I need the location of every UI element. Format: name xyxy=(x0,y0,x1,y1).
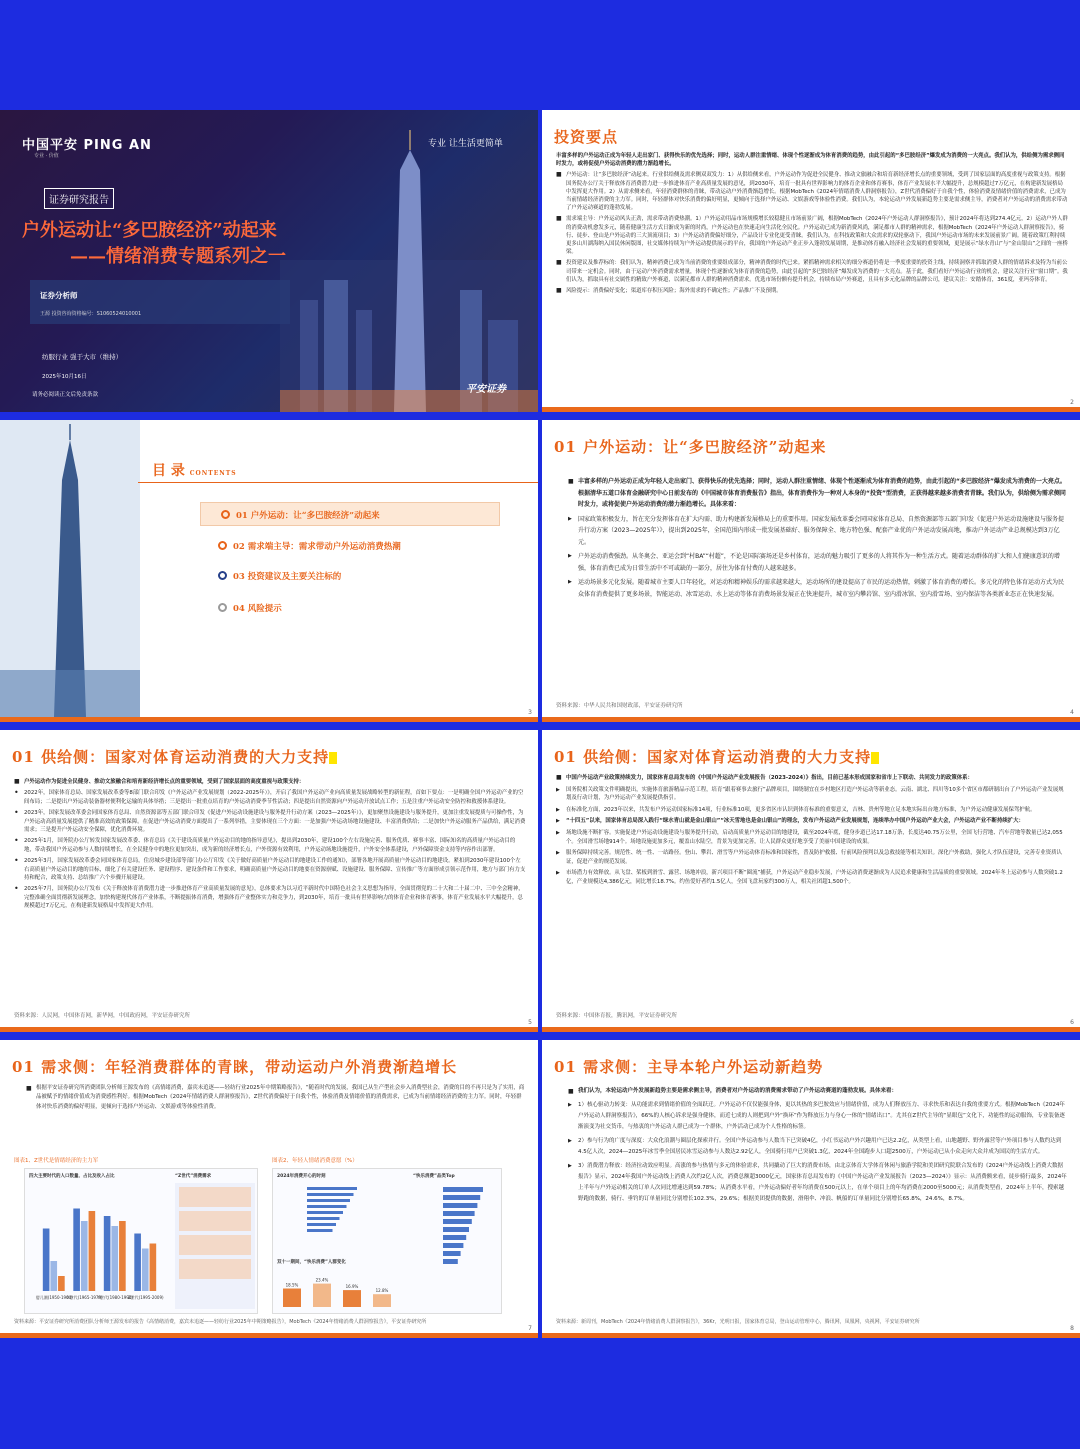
bar xyxy=(307,1217,340,1220)
bullet-item: ▶ 场地设施不断扩容。实施促进户外运动设施建设与服务提升行动，启动高质量户外运动目的地建设，截至2024年底，健身步道已达17.18万条，长度达40.75万公里，全国飞行营地、汽车营地等数量已达2,055个。全国滑雪场地914个。场地设施更加多元，覆盖山水陆空，背景为更加完善，让人民群众更好地享受了美丽中国建设的成果。 xyxy=(556,829,1068,846)
bullet-item: ▶ 在标准化方面，2023年以来，共发布户外运动国家标准14项，行业标准10项，更多省区市认识到体育标准的重要意义，吉林、贵州等地立足本地实际出台地方标准，为户外运动健康发展保驾护航。 xyxy=(556,806,1068,815)
toc-item-2[interactable]: 02 需求端主导：需求带动户外运动消费热潮 xyxy=(218,540,401,552)
bullet-item: • 2022年，国家体育总局、国家发展改革委等8部门联合印发《户外运动产业发展规划（2022-2025年）》，开启了我国户外运动产业向高质量发展战略转型的新征程，首如下要点：一是明确全国户外运动产业的空间布局；二是提出户外运动装备器材便利化运输的具体举措；三是提出一批重点培育的户外运动消费季节性活动；四是提出自然资源向户外运动开放试点工作；五是注重户外运动安全防控和救援体系建设。 xyxy=(14,789,526,806)
need-card xyxy=(179,1259,251,1279)
bullet-item: ▶ “十四五”以来，国家体育总局深入践行“绿水青山就是金山银山”“冰天雪地也是金山银山”的理念，发布户外运动产业发展规划，连续举办中国户外运动产业大会，户外运动产业不断持续扩大： xyxy=(556,817,1068,826)
data-label: 23.4% xyxy=(315,1277,329,1283)
bullet-item: ▶ 国务院相关政策文件明确提出，实施体育旅游精品示范工程，培育“跟着赛事去旅行”品牌项目，围绕制宜在乡村地区打造户外运动等新业态。云南、湖北、四川等10多个省区市都研制出台了户外运动产业发展规划及行动计划，为户外运动产业发展提供指引。 xyxy=(556,786,1068,803)
bar xyxy=(443,1211,475,1216)
bar xyxy=(443,1259,458,1264)
analyst-info: 王源 投资咨询资格编号：S1060524010001 xyxy=(40,311,142,317)
cover-subtitle: ——情绪消费专题系列之一 xyxy=(70,246,286,267)
bullet-item: ■ 风险提示：消费偏好变化；渠道库存积压风险；海外需求的不确定性；产品推广不及预期。 xyxy=(556,287,1068,295)
bullet-item: ▶ 1）核心驱动力转变：从功能需求到情绪价值的全面跃迁。户外运动不仅仅能强身体，更以其热的多巴胺效应与情绪价值，成为人们释放压力、寻求快乐和表达自我的重要方式。根据MobTech《2024年户外运动人群洞察报告》，66%的人核心诉求是强身健体，而近七成的人则把到户外“换环”作为释放压力与身心一体的“情绪出口”。尤其在Z世代主导的“显眼包”文化下，功能性的运动服饰，专业装备逐渐演变为社交货币，与热衷的户外运动人群已成为一个群体，户外活动已成为个人性格的标签。 xyxy=(568,1100,1068,1133)
bullet-item: • 2025年7月，国务院办公厅发布《关于释放体育消费潜力进一步推进体育产业高质量发展的意见》，总体要求为以习近平新时代中国特色社会主义思想为指导，全面贯彻党的二十大和二十届二中、三中全会精神，完整准确全面贯彻新发展理念，加快构建现代体育产业体系，不断提振体育消费，增强体育产业整体实力和竞争力，到2030年，培育一批具有世界影响力的体育企业和体育赛事，体育产业发展水平大幅提升，总规模超过7万亿元，在构建新发展格局中发挥更大作用。 xyxy=(14,885,526,910)
category-top-bars xyxy=(413,1183,499,1283)
tower-image xyxy=(0,420,140,717)
bullet-item: ■ 投资建议及推荐标的：我们认为，精神消费已成为当前消费的重要组成部分，精神消费的时代已来。紧抓精神需求相关的细分赛道仍将是一季度重要的投资主线，持续洞察并抓取消费人群的情绪诉求及特为当前公司带来一定机会。同时，由于运动户外消费需求增量，体现个性逐渐成为体育消费的趋势，由此引起的“多巴胺经济”爆发成为消费的一大亮点。基于此，我们看好户外运动行业的机会，建议关注行业“窗口期”。我们认为，抓取具有社交属性的精致户外赛道，以满足都市人群的精神消费需求。优选市场份额有提升机会，持续布局户外赛道，且具有多元化品牌的品牌公司，建议关注：安踏体育，361度，亚玛芬体育。 xyxy=(556,259,1068,284)
data-label: 16.9% xyxy=(345,1284,359,1290)
slide-supply-side-2 xyxy=(542,730,1080,1032)
slide-supply-side-1 xyxy=(0,730,538,1032)
pingan-logo: 中国平安 PING AN xyxy=(22,138,152,153)
page-number: 4 xyxy=(1070,709,1074,716)
bar xyxy=(119,1221,126,1291)
bar xyxy=(307,1211,343,1214)
bar xyxy=(443,1243,463,1248)
toc-item-3[interactable]: 03 投资建议及主要关注标的 xyxy=(218,570,341,582)
slide-body xyxy=(26,1084,526,1115)
slide-title: 01 户外运动：让“多巴胺经济”动起来 xyxy=(554,438,827,456)
disclaimer: 请务必阅读正文后免责条款 xyxy=(32,392,99,398)
bar xyxy=(307,1205,347,1208)
bar xyxy=(73,1209,80,1292)
highlight-mark xyxy=(329,752,337,764)
bullet-icon xyxy=(218,603,227,612)
toc-item-4[interactable]: 04 风险提示 xyxy=(218,602,282,614)
chart-subtitle: “Z世代”消费需求 xyxy=(175,1174,212,1179)
bar xyxy=(373,1294,391,1307)
gen-z-needs-panel xyxy=(175,1183,255,1309)
divider xyxy=(138,482,538,483)
slide-body xyxy=(556,774,1068,890)
page-number: 6 xyxy=(1070,1019,1074,1026)
toc-item-1[interactable]: 01 户外运动：让“多巴胺经济”动起来 xyxy=(200,502,500,526)
bullet-item: ▶ 市场潜力有效释放。从飞盘、桨板到滑雪、露营、场地冲浪，新兴项目不断“圈流”捕获，户外运动产业稳步发展，户外运动消费逐渐成为人民追求健康和生活品质的重要领域。2024年冬上运动参与人数突破1.2亿，产业规模达4,386亿元，同比增长18.7%。约鱼爱好者约1.5亿人，全国飞盘玩家约300万人，相关社团超1,500个。 xyxy=(556,869,1068,886)
figure-2-chart xyxy=(272,1168,502,1314)
bar xyxy=(50,1261,57,1291)
bar xyxy=(307,1187,357,1190)
bar xyxy=(313,1284,331,1307)
bar xyxy=(443,1203,477,1208)
intro-paragraph: ■ 户外运动作为促进全民健身、推动文旅融合和培育新经济增长点的重要领域，受到了国家层面的高度重视与政策支持： xyxy=(14,778,526,786)
chart-caption: 双十一期间，“快乐消费”人群变化 xyxy=(277,1260,346,1265)
figure-2-label: 图表2、年轻人情绪消费意愿（%） xyxy=(272,1158,358,1164)
analyst-label: 证券分析师 xyxy=(40,291,78,300)
slide-outdoor-sports xyxy=(542,420,1080,722)
cover-title: 户外运动让“多巴胺经济”动起来 xyxy=(22,220,277,241)
source-note: 资料来源：平安证券研究所消费团队分析师王源发布的报告《高情绪消费，嘉宾未追逐——轻纺行业2025年中期策略报告》，MobTech《2024年情绪消费人群洞察报告》，平安证券研究所 xyxy=(14,1319,427,1325)
bullet-item: ▶ 2）参与行为的广度与深度：大众化浪潮与圈层化探索并行。全国户外运动参与人数当下已突破4亿，小红书运动户外兴趣用户已达2.2亿，从类型上看，山地越野、野外露营等户外项目参与人数约达到4.5亿人次，2024—2025年冰雪季全国居民冰雪运动参与人数达2.92亿人，全国骑行用户已突破1.3亿，2024年全国跑步人口超2500万，户外运动已从小众走向大众并成为国民的生活方式。 xyxy=(568,1136,1068,1158)
intro-paragraph: ■ 根据平安证券研究所消费团队分析师王源发布的《高情绪消费，嘉宾未追逐——轻纺行业2025年中期策略报告》，“随着时代的发展，我国已从生产型社会步入消费型社会，消费的目的不再只是为了实用，商品被赋予的情绪价值成为消费感性利好。根据MobTech《2024年情绪消费人群洞察报告》，Z世代消费偏好于自我个性，体验消费及情绪价值的消费需求，已成为当前情绪经济消费的主力军。同时，年轻群体对快乐消费的偏好明显，更倾向于选择户外运动、文娱游戏等体验性消费。 xyxy=(26,1084,526,1112)
bar xyxy=(81,1221,88,1291)
chart-title: 2024年消费开心的时刻 xyxy=(277,1174,326,1179)
slogan: 专业 让生活更简单 xyxy=(428,139,503,149)
intro-paragraph: 丰富多样的户外运动正成为年轻人走出家门、获得快乐的优先选择；同时，运动人群注重情绪、体现个性逐渐成为体育消费的趋势，由此引起的“多巴胺经济”爆发成为消费的一大亮点。我们认为，供给侧为需求侧同时发力，或将促使户外运动消费的潜力渐趋增长。 xyxy=(556,153,1065,168)
industry-rating: 纺服行业 强于大市（维持） xyxy=(42,353,123,361)
page-number: 8 xyxy=(1070,1325,1074,1332)
slide-title: 01 供给侧：国家对体育运动消费的大力支持 xyxy=(12,746,337,767)
bullet-item: ■ 需求端主导：户外运动风头正劲，需求带动消费热潮。1）户外运动用品市场规模增长较稳健且市场前景广阔，根据MobTech《2024年户外运动人群洞察报告》，预计2024年将达到274.4亿元，2）运动户外人群的消费动机愈发多元，随着健康生活方式日渐成为新的时尚，户外运动也在快速走向生活化全民化。户外运动已成为新消费风尚，满足都市人群的精神需求，根据MobTech《2024年户外运动人群洞察报告》，骑行、徒步、登山是户外运动的三大顶流项目；3）户外运动消费偏好细分，产品设计专业化更受青睐。我们认为，在科技政策和大众需求的双轮驱动下，我国户外运动市场的未来发展前景广阔。随着政策红利持续更多山川湖海纳入国民休闲版图，社交媒体持续为户外运动提供展示的平台，我国的户外运动产业正步入蓬勃发展周期，是推动体育融入经济社会发展的重要领域，更是展示“绿水青山”与“金山银山”之间的一座桥梁。 xyxy=(556,215,1068,256)
bullet-item: ▶ 服务保障持续完善。规范性、统一性、一站路径。登山、攀岩、滑雪等户外运动体育标准和国家性，普及防护救援、行前风险预判以及急救技能等相关知识。深化户外救助，强化人才队伍建设，完善专业资质认证，促进产业的规范发展。 xyxy=(556,849,1068,866)
slide-toc xyxy=(0,420,538,722)
bar xyxy=(307,1229,333,1232)
bar xyxy=(343,1290,361,1307)
bar-chart xyxy=(25,1181,175,1313)
page-number: 5 xyxy=(528,1019,532,1026)
bullet-item: • 2023年，国家发展改革委会同国家体育总局、自然资源部等五部门联合印发《促进户外运动设施建设与服务提升行动方案（2023—2025年）》，更加聚焦设施建设与服务提升，更加注重发展提质与可操作性，为户外运动高质量发展提供了精准高效的政策保障。在促进户外运动消费方面提出了一系列举措，主要体现在三个方面：一是加强户外运动场地设施建设、丰富消费供给；二是加快户外运动服务产品供给，满足消费需求；三是提升户外运动安全保障，优化消费环境。 xyxy=(14,809,526,834)
logo-tagline: 专业 · 价值 xyxy=(34,153,59,159)
bar xyxy=(443,1187,483,1192)
bar xyxy=(134,1234,141,1292)
tick-label: Y世代(1980-1994) xyxy=(97,1295,133,1300)
bullet-item: ■ 户外运动：让“多巴胺经济”动起来。行业供给侧及需求侧双双发力：1）从供给侧来看，户外运动作为促进全民健身、推动文旅融合和培育新经济增长点的重要领域，受到了国家层面的高度重视与政策支持。根据国务院办公厅关于释放体育消费潜力进一步推进体育产业高质量发展的意见，到2030年，培育一批具有世界影响力的体育企业和体育赛事，体育产业发展水平大幅提升，总规模超过7万亿元，在构建新发展格局中发挥更大作用。2）从需求侧来看，年轻消费群体的青睐，带动运动户外消费渐趋增长。根据MobTech《2024年情绪消费人群洞察报告》，Z世代消费偏好于自我个性，体验消费及情绪价值的消费需求，已成为当前情绪经济消费的主力军。同时，年轻群体对快乐消费的偏好明显，更倾向于选择户外运动、文娱游戏等体验性消费。我们认为，本轮运动户外发展新趋势主要是需求侧主导，消费者对户外运动的消费需求带动了户外运动赛道的蓬勃发展。 xyxy=(556,171,1068,212)
slide-demand-side-1 xyxy=(0,1040,538,1338)
bar xyxy=(283,1289,301,1308)
bar xyxy=(307,1223,336,1226)
source-note: 资料来源：新周刊，MobTech《2024年情绪消费人群洞察报告》，36Kr，光明日报，国家体育总局，登山运动管理中心，腾讯网，凤凰网，央视网，平安证券研究所 xyxy=(556,1319,920,1325)
page-number: 7 xyxy=(528,1325,532,1332)
intro-paragraph: ■ 我们认为，本轮运动户外发展新趋势主要是需求侧主导，消费者对户外运动的消费需求带动了户外运动赛道的蓬勃发展。具体来看： xyxy=(568,1086,1068,1097)
bar xyxy=(307,1199,350,1202)
need-card xyxy=(179,1187,251,1207)
bar-chart xyxy=(277,1267,397,1311)
bullet-item: ▶ 3）消费潜力释放：经济拉动效应明显。高涨的参与热情与多元的体验需求，共同撬动了巨大的消费市场，由北京体育大学体育休闲与旅游学院和美团研究院联合发布的《2024户外运动线上消费大数据报告》显示，2024年我国户外运动线上消费人次约2亿人次，消费总额超3000亿元，国家体育总局发布的《中国户外运动产业发展报告（2023—2024）》显示：从消费额来看，徒步骑行最多，2024年上半年与户外运动相关的订单人次同比增速达到59.78%；从消费水平看，户外运动偏好者年均消费在500元以上，在单个项目上的年均消费在2000至5000元；从消费类型看，2024年上半年，搜索越野跑的数据，骑行、垂钓的订单量同比分别增长102.3%，29.6%；根据美团提供的数据，滑翔伞、冲浪、帆船的订单量同比分别增长65.8%，24.6%，8.7%。 xyxy=(568,1161,1068,1205)
slide-title: 01 需求侧：主导本轮户外运动新趋势 xyxy=(554,1058,824,1076)
bullet-icon xyxy=(221,510,230,519)
pingan-securities-logo: 平安证券 xyxy=(466,384,506,395)
source-note: 资料来源：中华人民共和国财政部，平安证券研究所 xyxy=(556,703,683,709)
bar xyxy=(104,1216,111,1291)
page-number: 2 xyxy=(1070,399,1074,406)
tick-label: X世代(1965-1979) xyxy=(66,1295,103,1300)
bar xyxy=(443,1235,466,1240)
data-label: 18.5% xyxy=(285,1282,299,1288)
bullet-icon xyxy=(218,571,227,580)
city-skyline-image xyxy=(280,110,538,412)
slide-body xyxy=(14,778,526,914)
bar xyxy=(150,1244,157,1292)
bar xyxy=(89,1211,96,1291)
chart-subtitle: “快乐消费”品类Top xyxy=(413,1174,455,1179)
slide-title: 投资要点 xyxy=(554,128,619,146)
cover-slide xyxy=(0,110,538,412)
need-card xyxy=(179,1211,251,1231)
bar xyxy=(443,1227,469,1232)
happy-moments-bars xyxy=(277,1183,367,1253)
bar xyxy=(58,1276,65,1291)
slide-investment-highlights xyxy=(542,110,1080,412)
source-note: 资料来源：人民网，中国体育网，新华网，中国政府网，平安证券研究所 xyxy=(14,1013,191,1019)
slide-title: 01 供给侧：国家对体育运动消费的大力支持 xyxy=(554,746,879,767)
report-date: 2025年10月16日 xyxy=(42,374,87,380)
tick-label: 婴儿潮(1950-1964) xyxy=(35,1295,73,1300)
bullet-item: ▶ 运动场景多元化发展。随着城市主要人口年轻化，对运动和精神娱乐的需求越来越大，运动场所的建设提高了市民的运动热情，刺激了体育消费的增长。多元化的特色体育运动方式为民众体育消费提供了更多场景，智能运动、冰雪运动、水上运动等体育消费场景发展正在快速提升，城市室内攀岩馆、室内滑冰馆、室内滑雪场、室内保洁等各类新业态正在快速发展。 xyxy=(568,577,1068,600)
bar xyxy=(307,1193,354,1196)
analyst-box xyxy=(30,280,290,324)
intro-paragraph: ■ 中国户外运动产业政策持续发力，国家体育总局发布的《中国户外运动产业发展报告（2023-2024）》指出，目前已基本形成国家和省市上下联动、共同发力的政策体系： xyxy=(556,774,1068,783)
source-note: 资料来源：中国体育报，腾讯网，平安证券研究所 xyxy=(556,1013,678,1019)
bullet-item: ▶ 国家政策积极发力，旨在充分发挥体育在扩大内需、助力构建新发展格局上的重要作用。国家发展改革委会同国家体育总局、自然资源部等五部门印发《促进户外运动设施建设与服务提升行动方案（2023—2025年）》，提出到2025年，全国范围内形成一批发展基础好、服务保障全、地方特色强、配套产业优的户外运动发展高地，推动户外运动产业总规模达到3万亿元。 xyxy=(568,514,1068,549)
slide-demand-side-2 xyxy=(542,1040,1080,1338)
bullet-icon xyxy=(218,541,227,550)
chart-title: 四大主要时代的人口数量、占比及收入占比 xyxy=(29,1174,115,1179)
bar xyxy=(443,1195,480,1200)
bar xyxy=(111,1226,118,1291)
slide-body xyxy=(556,152,1068,298)
slide-title: 01 需求侧：年轻消费群体的青睐，带动运动户外消费渐趋增长 xyxy=(12,1058,458,1076)
report-type: 证券研究报告 xyxy=(44,188,114,209)
bullet-item: ▶ 户外运动消费强劲。从冬奥会、亚运会到“村BA”“村超”，不论是国际赛场还是乡村体育，运动的魅力吸引了更多的人将其作为一种生活方式。随着运动群体的扩大和人们健康意识的增强，体育消费已成为日常生活中不可或缺的一部分，居住为体育付费的人越来越多。 xyxy=(568,551,1068,574)
need-card xyxy=(179,1235,251,1255)
figure-1-chart xyxy=(24,1168,258,1314)
bar xyxy=(443,1251,461,1256)
data-label: 12.8% xyxy=(375,1288,389,1294)
bullet-item: • 2025年3月，国家发展改革委会同国家体育总局，住房城乡建设部等部门办公厅印发《关于做好高质量户外运动目的地建设工作的通知》，部署各地开展高质量户外运动目的地建设。紧扣到2030年建设100个左右高质量户外运动目的地的目标，细化了有关建设任务、建设程序、建设条件和工作要求，明确高质量户外运动目的地要在资源禀赋、设施建设、服务保障、宣传推广等方面形成引领示范作用，地方与部门有力支持和配合，政策支持、总结推广六个步骤开展建设。 xyxy=(14,857,526,882)
highlight-mark xyxy=(871,752,879,764)
bar xyxy=(443,1219,472,1224)
figure-1-label: 图表1、Z世代是情绪经济的主力军 xyxy=(14,1158,99,1164)
bar xyxy=(142,1249,149,1292)
slide-body xyxy=(568,1086,1068,1208)
slide-body xyxy=(568,476,1068,603)
bar xyxy=(43,1229,50,1292)
toc-title: 目 录 CONTENTS xyxy=(152,463,237,479)
page-number: 3 xyxy=(528,709,532,716)
intro-paragraph: ■ 丰富多样的户外运动正成为年轻人走出家门、获得快乐的优先选择；同时，运动人群注重情绪、体现个性逐渐成为体育消费的趋势，由此引起的“多巴胺经济”爆发成为消费的一大亮点。根据清华五道口体育金融研究中心日前发布的《中国城市体育消费报告》指出，体育消费作为一种对人本身的“投资”型消费，正获得越来越多消费者青睐。我们认为，供给侧为需求侧同时发力，或将促使户外运动消费的潜力渐趋增长。具体来看： xyxy=(568,476,1068,511)
tick-label: Z世代(1995-2009) xyxy=(127,1295,164,1300)
bullet-item: • 2025年1月，国务院办公厅转发国家发展改革委、体育总局《关于建设高质量户外运动目的地的指导意见》，提出到2030年，建设100个左右设施完善、服务优质、赛事丰富、国际知名的高质量户外运动目的地，带动我国户外运动参与人数持续增长，在全民健身中的地位更加突出，成为新的经济增长点，户外资源有效利用，户外运动场地设施提升，户外安全体系建设，户外保障资金支持等内容作出部署。 xyxy=(14,837,526,854)
